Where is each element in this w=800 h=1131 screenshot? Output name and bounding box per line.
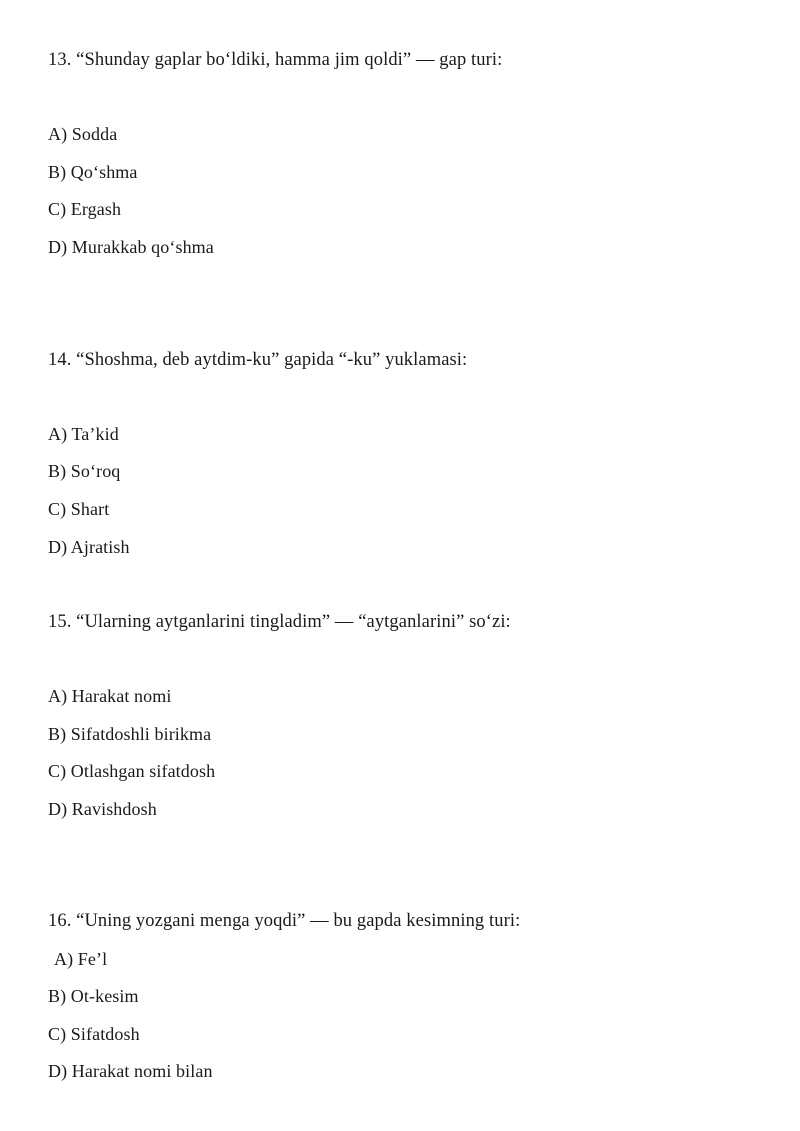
answer-option-b: B) Ot-kesim (48, 986, 139, 1006)
answer-option-a: A) Fe’l (54, 949, 108, 969)
answer-option-b: B) Qo‘shma (48, 162, 138, 182)
answer-option-d: D) Ravishdosh (48, 799, 157, 819)
answer-option-a: A) Ta’kid (48, 424, 119, 444)
answer-option-c: C) Sifatdosh (48, 1024, 140, 1044)
answer-option-b: B) Sifatdoshli birikma (48, 724, 212, 744)
question-text: 16. “Uning yozgani menga yoqdi” — bu gapda kesimning turi: (48, 911, 521, 931)
answer-option-b: B) So‘roq (48, 461, 121, 481)
answer-option-a: A) Harakat nomi (48, 686, 172, 706)
question-text: 14. “Shoshma, deb aytdim-ku” gapida “-ku” yuklamasi: (48, 350, 468, 370)
answer-option-d: D) Ajratish (48, 537, 130, 557)
answer-option-c: C) Otlashgan sifatdosh (48, 761, 216, 781)
answer-option-a: A) Sodda (48, 124, 118, 144)
question-text: 13. “Shunday gaplar bo‘ldiki, hamma jim qoldi” — gap turi: (48, 50, 503, 70)
answer-option-c: C) Ergash (48, 199, 122, 219)
question-text: 15. “Ularning aytganlarini tingladim” — “aytganlarini” so‘zi: (48, 612, 511, 632)
answer-option-c: C) Shart (48, 499, 110, 519)
answer-option-d: D) Harakat nomi bilan (48, 1061, 213, 1081)
answer-option-d: D) Murakkab qo‘shma (48, 237, 214, 257)
